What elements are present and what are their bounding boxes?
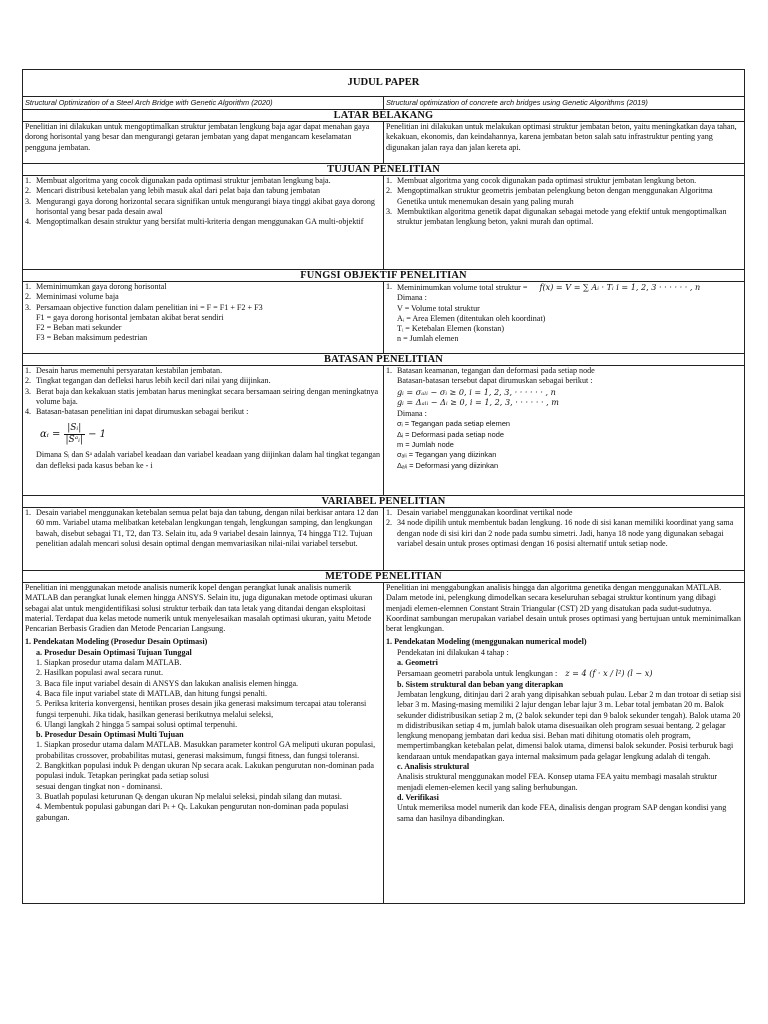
metode-right-heading: 1. Pendekatan Modeling (menggunakan numerical model) [386, 637, 587, 647]
step-item: 2. Bangkitkan populasi induk Pₜ dengan ukuran Np secara acak. Lakukan pengurutan non-dominan pada populasi induk. Tetapkan peringkat pada setiap solusi [36, 761, 375, 781]
metode-right-sub-c: c. Analisis struktural [397, 762, 470, 772]
list-item: 1. Desain harus memenuhi persyaratan kestabilan jembatan. [25, 366, 223, 375]
batasan-right-def: Δᵢ = Deformasi pada setiap node [397, 429, 504, 439]
section-tujuan: TUJUAN PENELITIAN [23, 164, 745, 176]
page-title: JUDUL PAPER [23, 70, 745, 97]
tujuan-left-list [25, 176, 381, 227]
metode-right-b-text: Jembatan lengkung, ditinjau dari 2 arah yang dipisahkan sebuah pulau. Lebar 2 m dan trotoar di setiap sisi lebar 3 m. Masing-masing memiliki 2 lajur dengan lebar lajur 3 m. Lebar total jembatan 20 m. Balok sekunder didistribusikan setiap 2 m, (2 balok sekunder tepi dan 9 balok sekunder tengah). Balok utama 20 m didistribusikan setiap 4 m, jumlah balok utama disesuaikan oleh program sesuai bentang. 2 gelagar lengkung menopang jembatan dari kedua sisi. Beban mati dihitung otomatis oleh program, mempertimbangkan ketebalan pelat, dimensi balok utama, dimensi balok sekunder. Posisi terburuk bagi kendaraan untuk mendapatkan gaya internal maksimum pada gelagar lengkung adalah di tengah. [397, 689, 742, 761]
latar-left: Penelitian ini dilakukan untuk mengoptimalkan struktur jembatan lengkung baja agar dapat menahan gaya dorong horisontal yang besar dan mengurangi getaran jembatan yang dapat mengancam keselamatan pengguna jembatan. [25, 122, 370, 152]
list-item: 3. Persamaan objective function dalam penelitian ini = F = F1 + F2 + F3 [25, 302, 263, 312]
alpha-formula: αᵢ = $\frac{\text{|Sᵢ|}}{\text{|Sᵃᵢ|}}$ − 1 [40, 423, 107, 446]
metode-right-intro: Penelitian ini menggabungkan analisis hingga dan algoritma genetika dengan menggunakan MATLAB. Dalam metode ini, pelengkung dimodelkan secara keseluruhan sebagai struktur kontinum yang dibagi menjadi elemen-elemnen Constant Strain Triangular (CST) 2D yang disatukan pada sudut-sudutnya. Koordinat sambungan merupakan variabel desain untuk proses optimasi yang bertujuan untuk meminimalkan berat lengkungan. [386, 583, 741, 634]
metode-left-sub-a: a. Prosedur Desain Optimasi Tujuan Tunggal [36, 647, 192, 657]
section-latar-belakang: LATAR BELAKANG [23, 110, 745, 122]
metode-right-d-text: Untuk memeriksa model numerik dan kode FEA, dinalisis dengan program SAP dengan kondisi yang sama dan hasilnya dibandingkan. [397, 803, 727, 823]
constraint-formula: gᵢ = σₐₗᵢ − σᵢ ≥ 0, i = 1, 2, 3, · · · · · · , n [397, 386, 556, 397]
step-item: 2. Hasilkan populasi awal secara runut. [36, 668, 163, 678]
fungsi-right-list [386, 282, 742, 293]
metode-right-c-text: Analisis struktural menggunakan model FEA. Konsep utama FEA yaitu membagi masalah struktur menjadi elemen-elemen kecil yang saling berhubungan. [397, 772, 718, 792]
metode-left-heading: 1. Pendekatan Modeling (Prosedur Desain Optimasi) [25, 637, 208, 647]
list-item: 1. Meminimumkan gaya dorong horisontal [25, 282, 167, 291]
paper-title-left: Structural Optimization of a Steel Arch Bridge with Genetic Algorithm (2020) [23, 97, 384, 110]
fungsi-right-def: Tᵢ = Ketebalan Elemen (konstan) [397, 324, 505, 334]
list-item: 1. Membuat algoritma yang cocok digunakan pada optimasi struktur jembatan lengkung baja. [25, 176, 331, 185]
list-item: 1. Meminimumkan volume total struktur = f(x) = V = ∑ Aᵢ · Tᵢ i = 1, 2, 3 · · · · · · , n [386, 282, 701, 292]
parabola-formula: z = 4 (f · x / l²) (l − x) [565, 668, 653, 679]
list-item: 2. 34 node dipilih untuk membentuk badan lengkung. 16 node di sisi kanan memiliki koordinat yang sama dengan node di sisi kiri dan 2 node pada sumbu simetri. Jadi, hanya 18 node yang digunakan sebagai variabel desain untuk proses optimasi dengan 16 posisi alternatif untuk setiap node. [386, 518, 734, 548]
step-item: 5. Periksa kriteria konvergensi, hentikan proses desain jika generasi maksimum tercapai atau toleransi fungsi terpenuhi. Jika tidak, hasilkan generasi berikutnya melalui seleksi, [36, 699, 367, 719]
fungsi-right-def: n = Jumlah elemen [397, 334, 459, 344]
list-item: 1. Membuat algoritma yang cocok digunakan pada optimasi struktur jembatan lengkung beton. [386, 176, 697, 185]
metode-left-intro: Penelitian ini menggunakan metode analisis numerik kopel dengan perangkat lunak analisis numerik MATLAB dan perangkat lunak elemen hingga ANSYS. Selain itu, juga digunakan metode optimasi ukuran sebagai alat untuk mengidentifikasi solusi struktur terbaik dan tata letak yang ditandai dengan eksploitasi material. Terdapat dua kelas metode numerik untuk menyelesaikan masalah optimasi ukuran, yaitu Metode Pencarian Berbasis Gradien dan Metode Pencarian Langsung. [25, 583, 373, 634]
list-item: 1. Desain variabel menggunakan koordinat vertikal node [386, 508, 573, 517]
fungsi-left-def: F2 = Beban mati sekunder [36, 323, 122, 333]
list-item: 3. Mengurangi gaya dorong horizontal secara signifikan untuk mengurangi biaya tinggi akibat gaya dorong horisontal yang besar pada desain awal [25, 196, 375, 216]
paper-title-right: Structural optimization of concrete arch bridges using Genetic Algorithms (2019) [384, 97, 745, 110]
step-item: sesuai dengan tingkat non - dominansi. [36, 781, 163, 791]
batasan-right-def: σᵢ = Tegangan pada setiap elemen [397, 419, 511, 429]
list-item: 3. Berat baja dan kekakuan statis jembatan harus meningkat secara bersamaan seiring dengan meningkatnya volume baja. [25, 386, 379, 406]
step-item: 3. Baca file input variabel desain di ANSYS dan lakukan analisis elemen hingga. [36, 678, 299, 688]
fungsi-left-list [25, 282, 381, 313]
step-item: 1. Siapkan prosedur utama dalam MATLAB. [36, 658, 182, 668]
batasan-left-list [25, 366, 381, 417]
list-item: 2. Meminimasi volume baja [25, 292, 119, 302]
fungsi-right-def: V = Volume total struktur [397, 303, 480, 313]
metode-left-sub-b: b. Prosedur Desain Optimasi Multi Tujuan [36, 730, 184, 740]
batasan-left-note: Dimana Sᵢ dan Sᵃ adalah variabel keadaan dan variabel keadaan yang diijinkan dalam hal tingkat tegangan dan defleksi pada kasus beban ke - i [36, 450, 381, 470]
metode-right-sub-a: a. Geometri [397, 658, 438, 668]
list-item: 2. Mengoptimalkan struktur geometris jembatan pelengkung beton dengan menggunakan Algoritma Genetika untuk menemukan desain yang paling murah [386, 186, 713, 206]
list-item: 3. Membuktikan algoritma genetik dapat digunakan sebagai metode yang efektif untuk mengoptimalkan struktur jembatan lengkung beton, yakni murah dan optimal. [386, 206, 727, 227]
section-variabel: VARIABEL PENELITIAN [23, 496, 745, 508]
batasan-right-def: σₐₗᵢ = Tegangan yang diizinkan [397, 450, 497, 460]
batasan-right-list [386, 366, 742, 376]
variabel-left-list [25, 508, 381, 549]
list-item: 1. Batasan keamanan, tegangan dan deformasi pada setiap node [386, 366, 595, 375]
step-item: 4. Membentuk populasi gabungan dari Pₜ + Qₜ. Lakukan pengurutan non-dominan pada populasi gabungan. [36, 802, 349, 822]
step-item: 6. Ulangi langkah 2 hingga 5 sampai solusi optimal terpenuhi. [36, 719, 238, 729]
geometry-line: Persamaan geometri parabola untuk lengkungan : z = 4 (f · x / l²) (l − x) [397, 668, 653, 679]
fungsi-left-def: F1 = gaya dorong horisontal jembatan akibat berat sendiri [36, 312, 224, 322]
volume-formula: f(x) = V = ∑ Aᵢ · Tᵢ i = 1, 2, 3 · · · · · · , n [539, 282, 701, 292]
step-item: 1. Siapkan prosedur utama dalam MATLAB. Masukkan parameter kontrol GA meliputi ukuran populasi, probabilitas crossover, probabilitas mutasi, generasi maksimum, fungsi fitness, dan fungsi toleransi. [36, 740, 376, 760]
list-item: 4. Batasan-batasan penelitian ini dapat dirumuskan sebagai berikut : [25, 407, 249, 417]
batasan-right-def: m = Jumlah node [397, 440, 454, 450]
batasan-right-def: Δₐₗᵢ = Deformasi yang diizinkan [397, 460, 499, 470]
step-item: 3. Buatlah populasi keturunan Qₜ dengan ukuran Np melalui seleksi, pindah silang dan mutasi. [36, 791, 342, 801]
fungsi-left-def: F3 = Beban maksimum pedestrian [36, 333, 148, 343]
list-item: 4. Mengoptimalkan desain struktur yang bersifat multi-kriteria dengan menggunakan GA multi-objektif [25, 217, 364, 227]
section-fungsi-objektif: FUNGSI OBJEKTIF PENELITIAN [23, 270, 745, 282]
constraint-formula: gᵢ = Δₐₗᵢ − Δᵢ ≥ 0, i = 1, 2, 3, · · · · · · , m [397, 396, 559, 407]
list-item: 2. Mencari distribusi ketebalan yang lebih masuk akal dari pelat baja dan tabung jembatan [25, 186, 321, 196]
variabel-right-list [386, 508, 742, 549]
paper-comparison-table [22, 69, 745, 965]
fungsi-right-dimana: Dimana : [397, 293, 427, 303]
batasan-right-sub: Batasan-batasan tersebut dapat dirumuskan sebagai berikut : [397, 376, 593, 386]
step-item: 4. Baca file input variabel state di MATLAB, dan hitung fungsi penalti. [36, 688, 268, 698]
metode-right-lead: Pendekatan ini dilakukan 4 tahap : [397, 647, 509, 657]
metode-right-sub-b: b. Sistem struktural dan beban yang diterapkan [397, 679, 564, 689]
section-metode: METODE PENELITIAN [23, 571, 745, 583]
list-item: 1. Desain variabel menggunakan ketebalan semua pelat baja dan tabung, dengan nilai berkisar antara 12 dan 60 mm. Variabel utama melibatkan ketebalan lengkungan tengah, lengkungan samping, dan lengkungan bawah, disebut sebagai T1, T2, dan T3. Selain itu, ada 9 variabel desain lainnya, T4 hingga T12. Tujuan penelitian adalah mencari solusi desain optimal dengan memvariasikan nilai-nilai variabel tersebut. [25, 508, 379, 548]
tujuan-right-list [386, 176, 742, 227]
batasan-right-dimana: Dimana : [397, 409, 427, 419]
fungsi-right-def: Aᵢ = Area Elemen (ditentukan oleh koordinat) [397, 313, 546, 323]
latar-right: Penelitian ini dilakukan untuk melakukan optimasi struktur jembatan beton, yaitu meningkatkan daya tahan, kekakuan, ekonomis, dan keindahannya, karena jembatan beton salah satu infrastruktur penting yang digunakan jalan raya dan jalan kereta api. [386, 122, 737, 152]
metode-right-sub-d: d. Verifikasi [397, 792, 439, 802]
section-batasan: BATASAN PENELITIAN [23, 354, 745, 366]
list-item: 2. Tingkat tegangan dan defleksi harus lebih kecil dari nilai yang diijinkan. [25, 376, 271, 386]
